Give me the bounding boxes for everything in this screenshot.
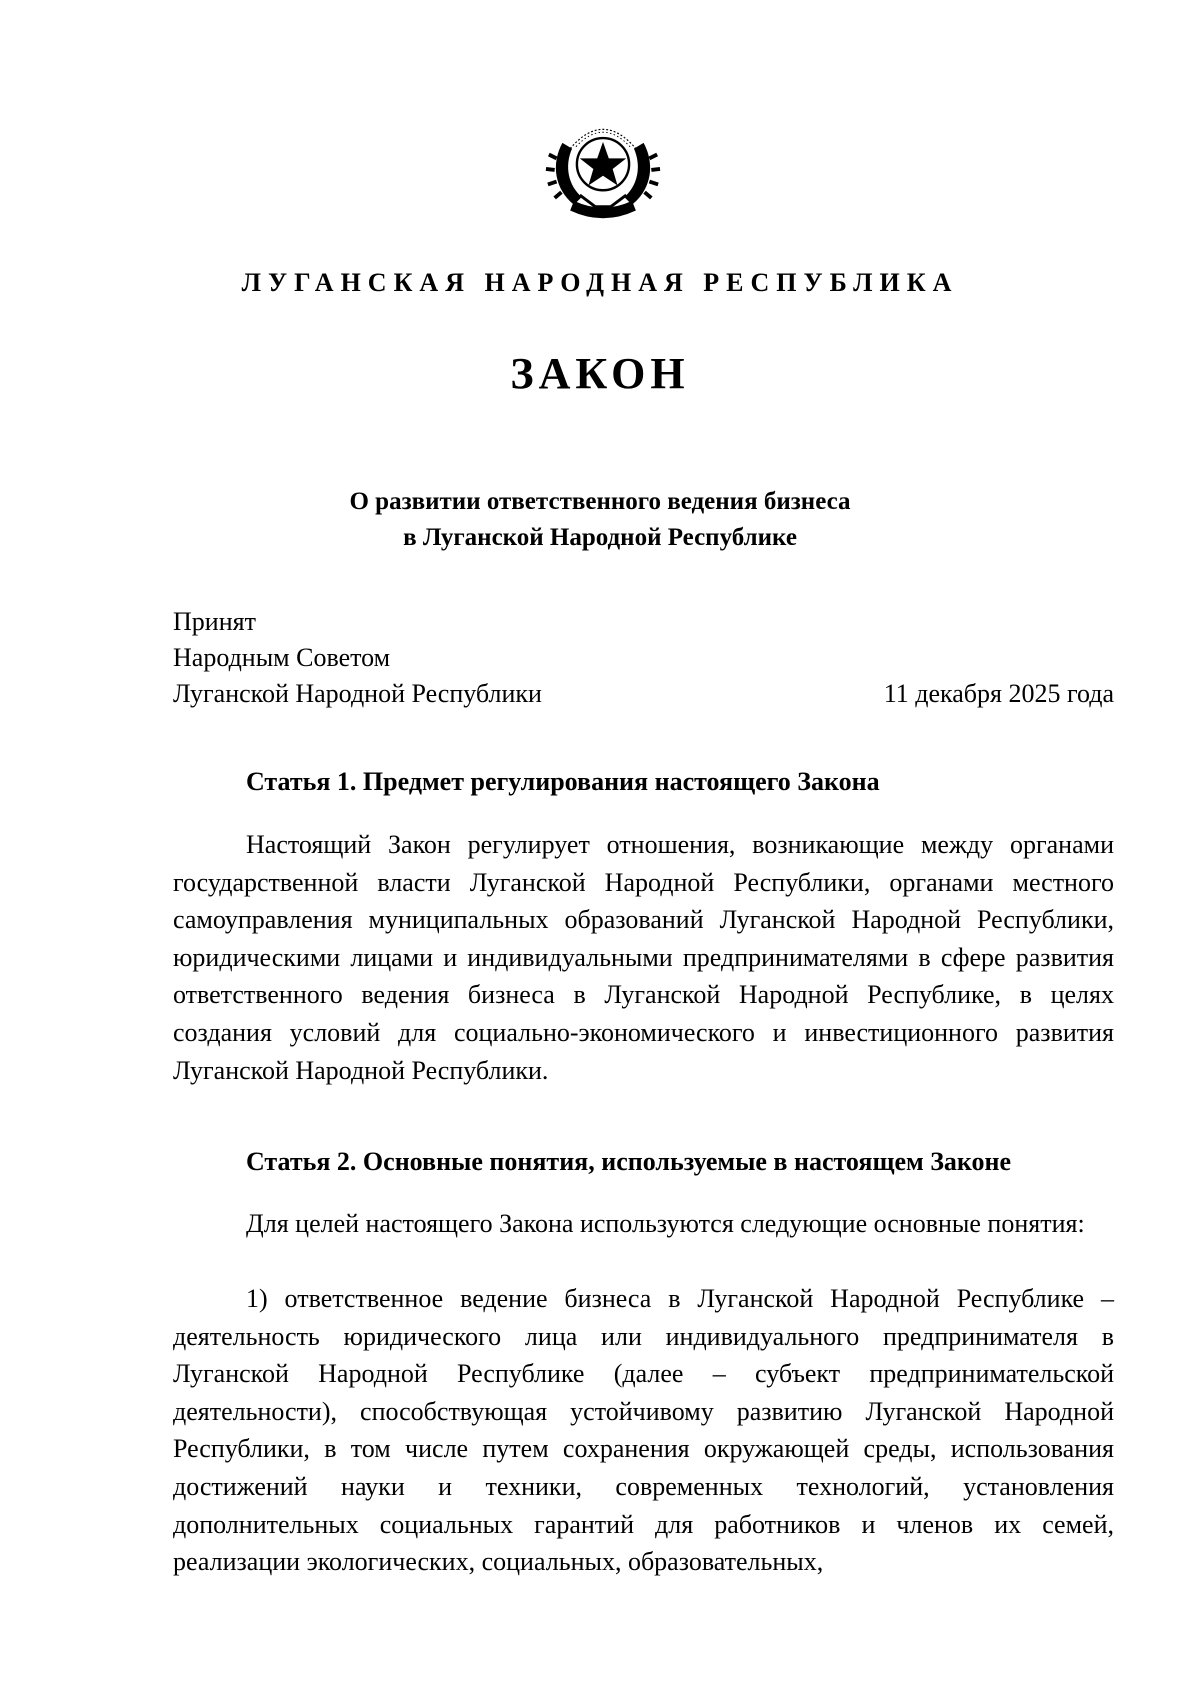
adoption-date: 11 декабря 2025 года	[883, 679, 1114, 708]
law-title-line-1: О развитии ответственного ведения бизнеса	[349, 488, 851, 515]
lpr-coat-of-arms-icon	[545, 110, 661, 226]
article-2-intro: Для целей настоящего Закона используются следующие основные понятия:	[246, 1209, 1085, 1238]
adoption-block	[173, 604, 542, 712]
law-title-line-2: в Луганской Народной Республике	[403, 524, 797, 551]
adoption-line-1: Принят	[173, 607, 256, 636]
article-2-item-1: 1) ответственное ведение бизнеса в Луганской Народной Республике – деятельность юридического лица или индивидуального предпринимателя в Луганской Народной Республике (далее – субъект предпринимательской деятельности), способствующая устойчивому развитию Луганской Народной Республики, в том числе путем сохранения окружающей среды, использования достижений науки и техники, современных технологий, установления дополнительных социальных гарантий для работников и членов их семей, реализации экологических, социальных, образовательных,	[173, 1284, 1114, 1577]
article-2-heading: Статья 2. Основные понятия, используемые в настоящем Законе	[246, 1147, 1012, 1176]
document-type: ЗАКОН	[510, 349, 690, 398]
adoption-line-2: Народным Советом	[173, 643, 391, 672]
adoption-line-3: Луганской Народной Республики	[173, 679, 542, 708]
article-1-heading: Статья 1. Предмет регулирования настоящего Закона	[246, 767, 880, 796]
article-1-text: Настоящий Закон регулирует отношения, возникающие между органами государственной власти Луганской Народной Республики, органами местного самоуправления муниципальных образований Луганской Народной Республики, юридическими лицами и индивидуальными предпринимателями в сфере развития ответственного ведения бизнеса в Луганской Народной Республике, в целях создания условий для социально-экономического и инвестиционного развития Луганской Народной Республики.	[173, 830, 1114, 1085]
republic-name: ЛУГАНСКАЯ НАРОДНАЯ РЕСПУБЛИКА	[241, 268, 959, 297]
law-title	[0, 484, 1200, 556]
